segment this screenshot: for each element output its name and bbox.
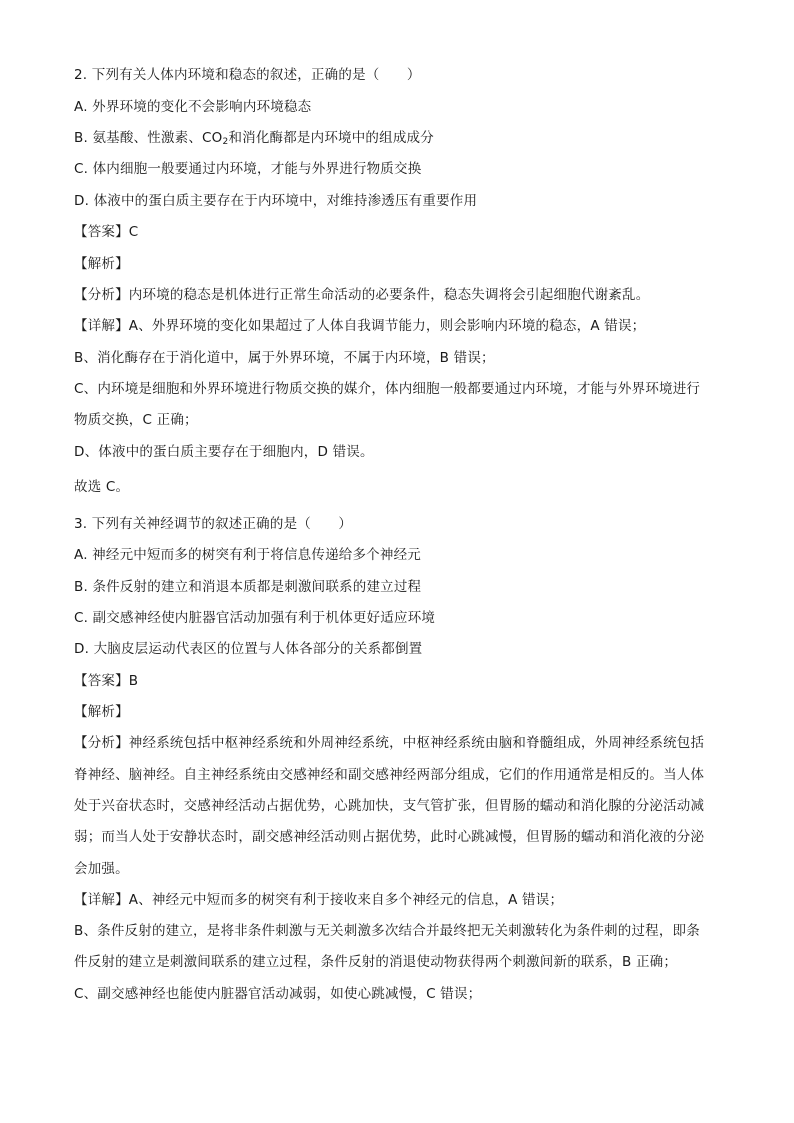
- q2-option-d: D. 体液中的蛋白质主要存在于内环境中，对维持渗透压有重要作用: [74, 193, 478, 209]
- q2-option-c: C. 体内细胞一般要通过内环境，才能与外界进行物质交换: [74, 161, 422, 177]
- q2-xiangjie-line-4: 物质交换，C 正确；: [74, 412, 198, 428]
- q2-xiangjie-line-3: C、内环境是细胞和外界环境进行物质交换的媒介，体内细胞一般都要通过内环境，才能与外界环境进行: [74, 381, 701, 397]
- q3-fenxi-line-1: 【分析】神经系统包括中枢神经系统和外周神经系统，中枢神经系统由脑和脊髓组成，外周神经系统包括: [74, 735, 705, 751]
- q3-answer: 【答案】B: [74, 673, 139, 689]
- q3-fenxi-line-5: 会加强。: [74, 861, 129, 877]
- q3-xiangjie-line-2: B、条件反射的建立，是将非条件刺激与无关刺激多次结合并最终把无关刺激转化为条件刺的过程，即条: [74, 923, 700, 939]
- q2-fenxi: 【分析】内环境的稳态是机体进行正常生命活动的必要条件，稳态失调将会引起细胞代谢紊乱。: [74, 287, 650, 303]
- q2-xiangjie-line-1: 【详解】A、外界环境的变化如果超过了人体自我调节能力，则会影响内环境的稳态，A 错误；: [74, 318, 646, 334]
- q3-option-a: A. 神经元中短而多的树突有利于将信息传递给多个神经元: [74, 547, 421, 563]
- q3-xiangjie-line-1: 【详解】A、神经元中短而多的树突有利于接收来自多个神经元的信息，A 错误；: [74, 892, 564, 908]
- q2-option-b: [74, 129, 724, 147]
- q2-option-b-sub: 2: [222, 137, 229, 147]
- q3-xiangjie-line-4: C、副交感神经也能使内脏器官活动减弱，如使心跳减慢，C 错误；: [74, 986, 482, 1002]
- q2-jiexi-heading: 【解析】: [74, 256, 129, 272]
- q3-jiexi-heading: 【解析】: [74, 704, 129, 720]
- q2-option-b-pre: B. 氨基酸、性激素、CO: [74, 130, 223, 146]
- q3-fenxi-line-4: 弱；而当人处于安静状态时，副交感神经活动则占据优势，此时心跳减慢，但胃肠的蠕动和消化液的分泌: [74, 829, 705, 845]
- q2-xiangjie-line-5: D、体液中的蛋白质主要存在于细胞内，D 错误。: [74, 444, 374, 460]
- q3-stem: 3. 下列有关神经调节的叙述正确的是（ ）: [74, 516, 353, 532]
- q2-option-a: A. 外界环境的变化不会影响内环境稳态: [74, 99, 312, 115]
- q3-option-c: C. 副交感神经使内脏器官活动加强有利于机体更好适应环境: [74, 610, 436, 626]
- q2-conclusion: 故选 C。: [74, 479, 130, 495]
- q2-answer: 【答案】C: [74, 224, 139, 240]
- q2-xiangjie-line-2: B、消化酶存在于消化道中，属于外界环境，不属于内环境，B 错误；: [74, 350, 495, 366]
- q3-option-b: B. 条件反射的建立和消退本质都是刺激间联系的建立过程: [74, 579, 422, 595]
- q3-xiangjie-line-3: 件反射的建立是刺激间联系的建立过程，条件反射的消退使动物获得两个刺激间新的联系，B 正确；: [74, 954, 678, 970]
- q2-stem: 2. 下列有关人体内环境和稳态的叙述，正确的是（ ）: [74, 67, 421, 83]
- q3-fenxi-line-2: 脊神经、脑神经。自主神经系统由交感神经和副交感神经两部分组成，它们的作用通常是相反的。当人体: [74, 767, 705, 783]
- q2-option-b-post: 和消化酶都是内环境中的组成成分: [228, 130, 434, 146]
- q3-option-d: D. 大脑皮层运动代表区的位置与人体各部分的关系都倒置: [74, 641, 423, 657]
- q3-fenxi-line-3: 处于兴奋状态时，交感神经活动占据优势，心跳加快，支气管扩张，但胃肠的蠕动和消化腺的分泌活动减: [74, 798, 705, 814]
